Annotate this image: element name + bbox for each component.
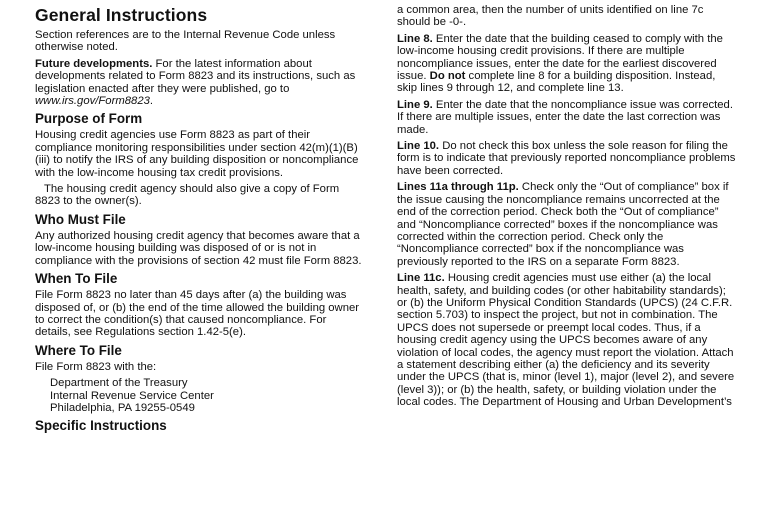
- address-line-1: Department of the Treasury: [50, 377, 188, 390]
- address-line-3: Philadelphia, PA 19255-0549: [50, 401, 195, 414]
- line7-continuation: a common area, then the number of units identified on line 7c should be -0-.: [397, 4, 704, 29]
- line9-paragraph: [397, 99, 737, 136]
- line8-paragraph: [397, 33, 737, 95]
- line10-text: Do not check this box unless the sole reason for filing the form is to indicate that previously reported noncompliance problems have been corrected.: [397, 140, 736, 177]
- line11c-paragraph: [397, 272, 737, 408]
- future-developments-paragraph: [35, 58, 363, 108]
- purpose-paragraph-1: Housing credit agencies use Form 8823 as part of their compliance monitoring responsibilities under section 42(m)(1)(B)(iii) to notify the IRS of any building disposition or noncompliance with the low-income housing tax credit provisions.: [35, 129, 359, 179]
- line8-label: Line 8.: [397, 32, 433, 45]
- future-developments-label: Future developments.: [35, 57, 153, 70]
- line8-text-a: Enter the date that the building ceased to comply with the low-income housing credit provisions. If there are multiple noncompliance issues, enter the date for the earliest discovered issue.: [397, 32, 723, 83]
- line11c-text: Housing credit agencies must use either (a) the local health, safety, and building codes (or other habitability standards); or (b) the Uniform Physical Condition Standards (UPCS) (24 C.F.R. section 5.703) to inspect the project, but not in combination. The UPCS does not supersede or preempt local codes. Thus, if a housing credit agency using the UPCS becomes aware of any violation of local codes, the agency must report the violation. Attach a statement describing either (a) the deficiency and its severity under the UPCS (that is, minor (level 1), major (level 2), and severe (level 3)); or (b) the health, safety, or building violation under the local codes. The Department of Housing and Urban Development’s: [397, 272, 735, 409]
- future-developments-text: For the latest information about developments related to Form 8823 and its instructions, such as legislation enacted after they were published, go to: [35, 57, 356, 95]
- purpose-heading: Purpose of Form: [35, 111, 143, 127]
- right-column: [397, 4, 737, 413]
- form8823-link[interactable]: www.irs.gov/Form8823: [35, 95, 150, 108]
- specific-instructions-heading: Specific Instructions: [35, 418, 167, 434]
- page-title: General Instructions: [35, 5, 208, 25]
- line8-emphasis: Do not: [429, 70, 466, 83]
- where-to-file-heading: Where To File: [35, 342, 122, 358]
- mailing-address: [35, 377, 363, 414]
- line9-text: Enter the date that the noncompliance issue was corrected. If there are multiple issues, enter the date the last correction was made.: [397, 98, 733, 136]
- line10-paragraph: [397, 140, 737, 177]
- purpose-paragraph-2: The housing credit agency should also give a copy of Form 8823 to the owner(s).: [35, 183, 340, 208]
- line11c-label: Line 11c.: [397, 272, 445, 285]
- line11-paragraph: [397, 181, 737, 268]
- line8-text-b: complete line 8 for a building disposition. Instead, skip lines 9 through 12, and complete line 13.: [397, 70, 716, 95]
- line9-label: Line 9.: [397, 98, 433, 111]
- where-to-file-paragraph: File Form 8823 with the:: [35, 360, 157, 373]
- when-to-file-paragraph: File Form 8823 no later than 45 days after (a) the building was disposed of, or (b) the end of the time allowed the building owner to correct the condition(s) that caused noncompliance. For details, see Regulations section 1.42-5(e).: [35, 289, 360, 339]
- future-developments-end: .: [149, 95, 154, 108]
- line11-label: Lines 11a through 11p.: [397, 181, 519, 194]
- who-must-file-paragraph: Any authorized housing credit agency that becomes aware that a low-income housing building was disposed of or is not in compliance with the provisions of section 42 must file Form 8823.: [35, 229, 362, 267]
- when-to-file-heading: When To File: [35, 271, 118, 287]
- who-must-file-heading: Who Must File: [35, 211, 126, 227]
- line11-text: Check only the “Out of compliance” box if the issue causing the noncompliance remains uncorrected at the end of the correction period. Check both the “Out of compliance” and “Noncompliance corrected” boxes if the noncompliance was corrected within the correction period. Check only the “Noncompliance corrected” box if the noncompliance was previously reported to the IRS on a separate Form 8823.: [397, 181, 729, 268]
- left-column: [35, 0, 363, 434]
- line10-label: Line 10.: [397, 140, 440, 153]
- section-references-text: Section references are to the Internal Revenue Code unless otherwise noted.: [35, 29, 336, 54]
- address-line-2: Internal Revenue Service Center: [50, 389, 214, 402]
